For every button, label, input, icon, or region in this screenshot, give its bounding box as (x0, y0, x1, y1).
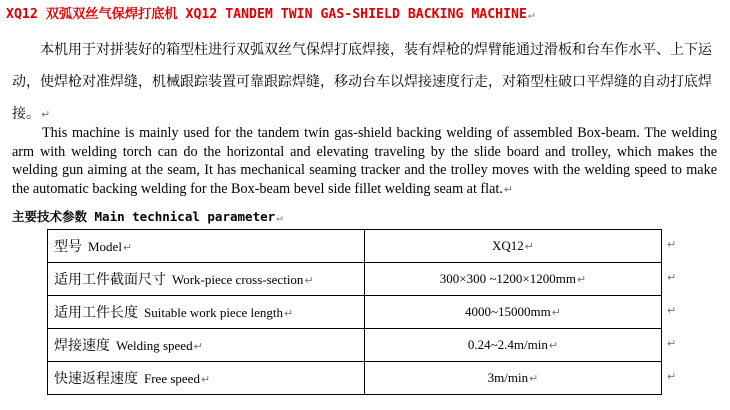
document-title-text: XQ12 双弧双丝气保焊打底机 XQ12 TANDEM TWIN GAS-SHIELD BACKING MACHINE (6, 7, 527, 22)
parameter-label-cn: 适用工件长度 (54, 305, 138, 321)
cell-mark: ↵ (576, 274, 587, 286)
paragraph-mark: ↵ (527, 8, 535, 21)
parameters-heading-text: 主要技术参数 Main technical parameter (12, 209, 276, 224)
chinese-description (12, 34, 712, 131)
row-end-mark: ↵ (667, 337, 677, 350)
parameter-value: 3m/min (487, 370, 529, 385)
parameters-table (47, 229, 662, 395)
cell-mark: ↵ (304, 275, 314, 287)
parameters-heading (12, 207, 283, 225)
parameter-label-cell (48, 296, 365, 329)
cell-mark: ↵ (548, 340, 559, 352)
parameter-label-cell (48, 263, 365, 296)
parameter-label-cell (48, 362, 365, 395)
parameter-label-en: Free speed (144, 371, 200, 386)
chinese-description-text: 本机用于对拼装好的箱型柱进行双弧双丝气保焊打底焊接，装有焊枪的焊臂能通过滑板和台车作水平、上下运动，使焊枪对准焊缝，机械跟踪装置可靠跟踪焊缝，移动台车以焊接速度行走，对箱型柱破口平焊缝的自动打底焊接。 (12, 42, 712, 122)
parameter-label-cn: 快速返程速度 (54, 371, 138, 387)
cell-mark: ↵ (122, 242, 133, 254)
parameter-value-cell (365, 296, 662, 329)
cell-mark: ↵ (551, 307, 561, 319)
parameter-label-cn: 适用工件截面尺寸 (54, 272, 166, 288)
cell-mark: ↵ (193, 341, 203, 353)
english-description (12, 124, 717, 199)
cell-mark: ↵ (284, 308, 294, 320)
table-row (48, 329, 662, 362)
parameter-label-cn: 型号 (54, 239, 82, 255)
parameter-label-en: Suitable work piece length (144, 305, 283, 320)
row-end-mark: ↵ (667, 271, 677, 284)
cell-mark: ↵ (200, 374, 211, 386)
parameter-value-cell (365, 263, 662, 296)
parameter-label-cell (48, 329, 365, 362)
document-title (6, 3, 535, 22)
parameter-label-cell (48, 230, 365, 263)
paragraph-mark: ↵ (41, 108, 51, 121)
row-end-mark: ↵ (667, 370, 677, 383)
parameter-label-en: Work-piece cross-section (172, 272, 304, 287)
parameter-value-cell (365, 230, 662, 263)
paragraph-mark: ↵ (276, 211, 283, 224)
row-end-mark: ↵ (667, 238, 677, 251)
parameter-label-en: Model (88, 239, 122, 254)
cell-mark: ↵ (529, 373, 539, 385)
parameter-value-cell (365, 329, 662, 362)
table-row (48, 230, 662, 263)
parameter-value-cell (365, 362, 662, 395)
parameter-value: 4000~15000mm (465, 304, 551, 319)
parameter-label-en: Welding speed (116, 338, 193, 353)
table-row (48, 263, 662, 296)
row-end-mark: ↵ (667, 304, 677, 317)
parameter-value: 300×300 ~1200×1200mm (439, 271, 576, 286)
paragraph-mark: ↵ (503, 183, 514, 196)
parameter-value: XQ12 (492, 238, 524, 253)
table-row (48, 296, 662, 329)
parameter-label-cn: 焊接速度 (54, 338, 110, 354)
cell-mark: ↵ (524, 241, 534, 253)
english-description-text: This machine is mainly used for the tandem twin gas-shield backing welding of assembled Box-beam. The welding arm with welding torch can do the horizontal and elevating traveling by the slide board and trolley, which makes the welding gun aiming at the seam, It has mechanical seaming tracker and the trolley moves with the welding speed to make the automatic backing welding for the Box-beam bevel side fillet welding seam at flat. (12, 125, 717, 197)
parameter-value: 0.24~2.4m/min (467, 337, 548, 352)
table-row (48, 362, 662, 395)
